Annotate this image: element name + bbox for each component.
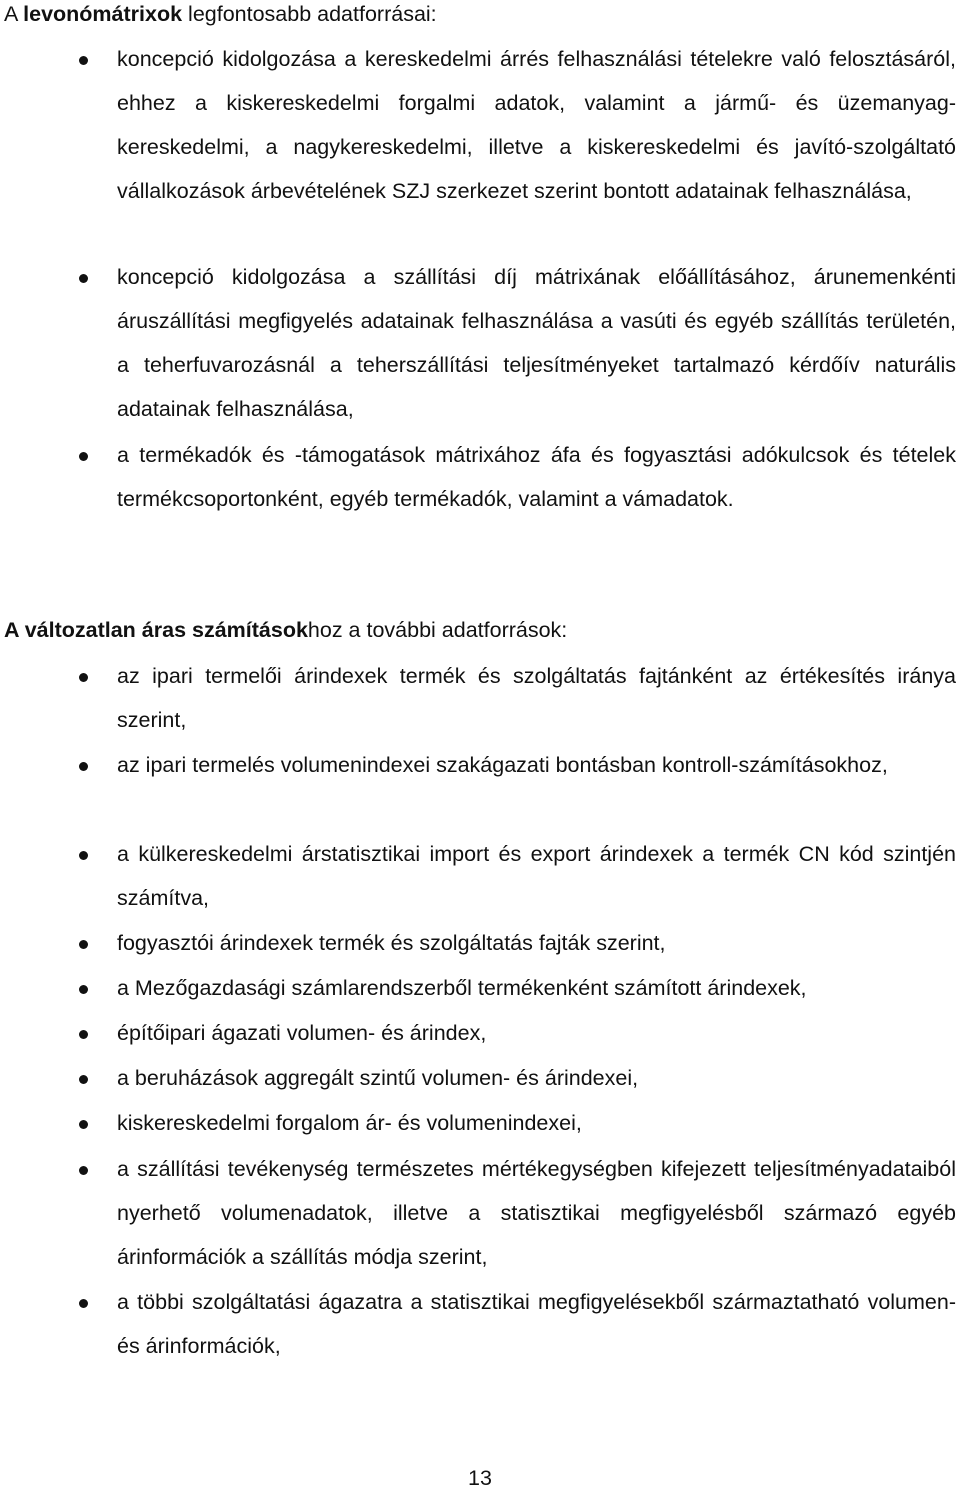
list-item-text: koncepció kidolgozása a kereskedelmi árrés felhasználási tételekre való felosztásáról, ehhez a kiskereskedelmi forgalmi adatok, valamint a jármű- és üzemanyag-kereskedelmi, a nagykereskedelmi, illetve a kiskereskedelmi és javító-szolgáltató vállalkozások árbevételének SZJ szerkezet szerint bontott adatainak felhasználása, — [117, 47, 956, 203]
heading-suffix: legfontosabb adatforrásai: — [182, 2, 437, 26]
list-item-text: az ipari termelői árindexek termék és szolgáltatás fajtánként az értékesítés iránya szerint, — [117, 664, 956, 732]
list-item-text: kiskereskedelmi forgalom ár- és volumenindexei, — [117, 1111, 582, 1135]
list-item-text: a külkereskedelmi árstatisztikai import és export árindexek a termék CN kód szintjén számítva, — [117, 842, 956, 910]
list-item-text: koncepció kidolgozása a szállítási díj mátrixának előállításához, árunemenkénti áruszállítási megfigyelés adatainak felhasználása a vasúti és egyéb szállítás területén, a teherfuvarozásnál a teherszállítási teljesítményeket tartalmazó kérdőív naturális adatainak felhasználása, — [117, 265, 956, 421]
bullet-icon — [79, 274, 88, 283]
bullet-icon — [79, 940, 88, 949]
section-heading-changeless-prices — [4, 618, 956, 642]
section-heading-levonomatrix — [4, 2, 956, 26]
bullet-icon — [79, 1075, 88, 1084]
bullet-icon — [79, 1166, 88, 1175]
bullet-icon — [79, 56, 88, 65]
heading-suffix: hoz a további adatforrások: — [307, 618, 568, 642]
bullet-icon — [79, 1120, 88, 1129]
list-item-text: a termékadók és -támogatások mátrixához áfa és fogyasztási adókulcsok és tételek termékcsoportonként, egyéb termékadók, valamint a vámadatok. — [117, 443, 956, 511]
page-number: 13 — [468, 1466, 492, 1490]
list-item-text: a többi szolgáltatási ágazatra a statisztikai megfigyelésekből származtatható volumen- és árinformációk, — [117, 1290, 956, 1358]
list-item-text: a beruházások aggregált szintű volumen- és árindexei, — [117, 1066, 639, 1090]
list-item-text: a szállítási tevékenység természetes mértékegységben kifejezett teljesítményadataiból nyerhető volumenadatok, illetve a statisztikai megfigyelésből származó egyéb árinformációk a szállítás módja szerint, — [117, 1157, 956, 1269]
bullet-icon — [79, 452, 88, 461]
list-item-text: fogyasztói árindexek termék és szolgáltatás fajták szerint, — [117, 931, 666, 955]
heading-prefix: A — [4, 2, 24, 26]
bullet-icon — [79, 1299, 88, 1308]
bullet-icon — [79, 673, 88, 682]
heading-bold-term: A változatlan áras számítások — [4, 618, 308, 642]
list-item-text: a Mezőgazdasági számlarendszerből termékenként számított árindexek, — [117, 976, 807, 1000]
list-item-text: építőipari ágazati volumen- és árindex, — [117, 1021, 487, 1045]
bullet-icon — [79, 851, 88, 860]
heading-bold-term: levonómátrixok — [23, 2, 183, 26]
bullet-icon — [79, 762, 88, 771]
bullet-icon — [79, 985, 88, 994]
list-item-text: az ipari termelés volumenindexei szakágazati bontásban kontroll-számításokhoz, — [117, 753, 888, 777]
bullet-icon — [79, 1030, 88, 1039]
